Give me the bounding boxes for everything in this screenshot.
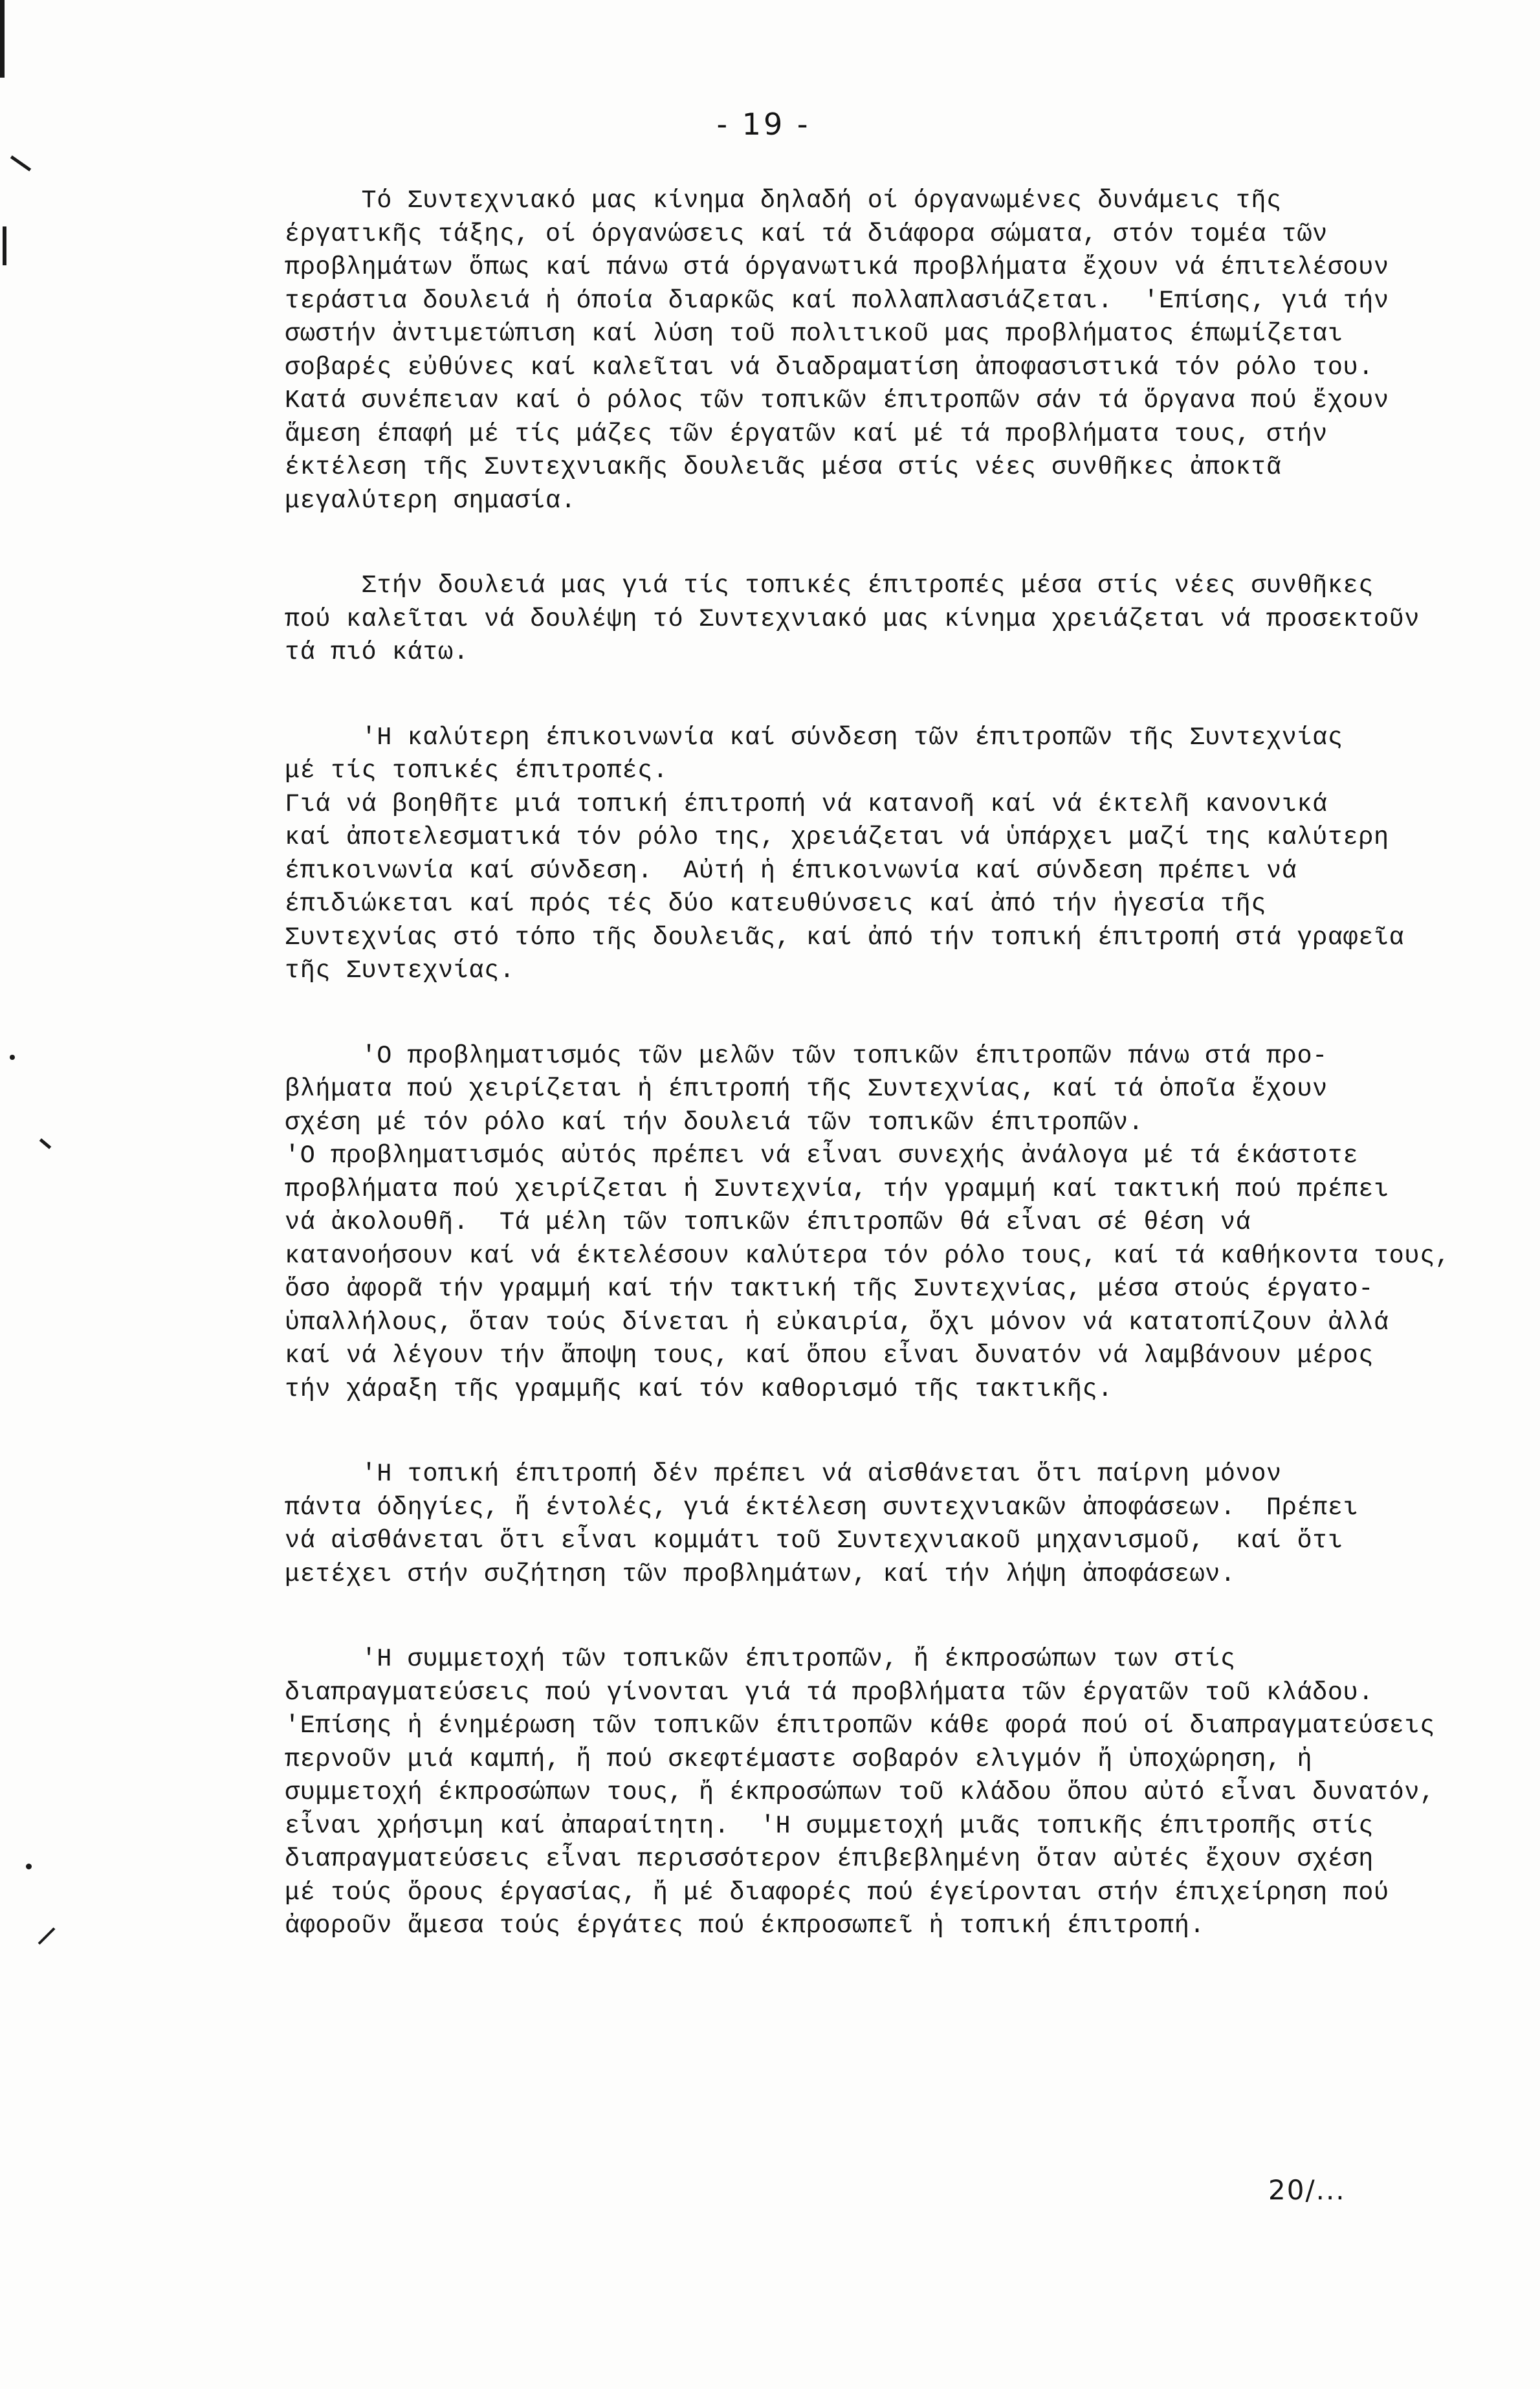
text-line: τῆς Συντεχνίας. [285,956,515,985]
text-line: μεγαλύτερη σημασία. [285,486,577,515]
scan-mark-top [0,0,5,78]
paragraph-4 [285,1040,1469,1407]
text-line: έκτέλεση τῆς Συντεχνιακῆς δουλειᾶς μέσα στίς νέες συνθῆκες ἀποκτᾶ [285,453,1282,481]
text-line: 'Επίσης ἡ ένημέρωση τῶν τοπικῶν έπιτροπῶν κάθε φορά πού οί διαπραγματεύσεις [285,1712,1435,1740]
text-line: σχέση μέ τόν ρόλο καί τήν δουλειά τῶν τοπικῶν έπιτροπῶν. [285,1108,1144,1137]
continuation-marker: 20/... [1268,2174,1346,2206]
text-line: 'Ο προβληματισμός τῶν μελῶν τῶν τοπικῶν έπιτροπῶν πάνω στά προ- [285,1041,1328,1070]
page-number: - 19 - [716,107,811,142]
text-line: ὑπαλλήλους, ὅταν τούς δίνεται ἡ εὐκαιρία, ὄχι μόνον νά κατατοπίζουν ἀλλά [285,1308,1389,1337]
paragraph-5 [285,1458,1469,1591]
text-line: συμμετοχή έκπροσώπων τους, ἤ έκπροσώπων τοῦ κλάδου ὅπου αὐτό εἶναι δυνατόν, [285,1778,1435,1807]
text-line: σωστήν ἀντιμετώπιση καί λύση τοῦ πολιτικοῦ μας προβλήματος έπωμίζεται [285,320,1343,348]
text-line: 'Η καλύτερη έπικοινωνία καί σύνδεση τῶν έπιτροπῶν τῆς Συντεχνίας [285,723,1343,752]
text-line: περνοῦν μιά καμπή, ἤ πού σκεφτέμαστε σοβαρόν ελιγμόν ἤ ὑποχώρηση, ἡ [285,1745,1313,1774]
scan-mark-bar [3,226,6,265]
scan-mark-curve [38,1928,56,1945]
text-line: μέ τούς ὅρους έργασίας, ἤ μέ διαφορές πού έγείρονται στήν έπιχείρηση πού [285,1878,1389,1907]
text-line: 'Η τοπική έπιτροπή δέν πρέπει νά αἰσθάνεται ὅτι παίρνη μόνον [285,1460,1282,1488]
text-line: σοβαρές εὐθύνες καί καλεῖται νά διαδραματίση ἀποφασιστικά τόν ρόλο του. [285,353,1374,382]
text-line: καί ἀποτελεσματικά τόν ρόλο της, χρειάζεται νά ὑπάρχει μαζί της καλύτερη [285,823,1389,852]
text-line: ἀφοροῦν ἄμεσα τούς έργάτες πού έκπροσωπεῖ ἡ τοπική έπιτροπή. [285,1911,1205,1940]
text-line: Τό Συντεχνιακό μας κίνημα δηλαδή οί όργανωμένες δυνάμεις τῆς [285,186,1282,215]
text-line: 'Ο προβληματισμός αὐτός πρέπει νά εἶναι συνεχής ἀνάλογα μέ τά έκάστοτε [285,1141,1359,1170]
text-line: ἅμεση έπαφή μέ τίς μάζες τῶν έργατῶν καί μέ τά προβλήματα τους, στήν [285,419,1328,448]
text-line: πού καλεῖται νά δουλέψη τό Συντεχνιακό μας κίνημα χρειάζεται νά προσεκτοῦν [285,604,1420,633]
text-line: κατανοήσουν καί νά έκτελέσουν καλύτερα τόν ρόλο τους, καί τά καθήκοντα τους, [285,1241,1451,1270]
paragraph-3 [285,721,1469,988]
scan-mark-dot [10,1055,15,1060]
text-line: διαπραγματεύσεις πού γίνονται γιά τά προβλήματα τῶν έργατῶν τοῦ κλάδου. [285,1678,1374,1707]
text-line: 'Η συμμετοχή τῶν τοπικῶν έπιτροπῶν, ἤ έκπροσώπων των στίς [285,1645,1236,1673]
paragraph-2 [285,569,1469,670]
text-line: προβλημάτων ὅπως καί πάνω στά όργανωτικά προβλήματα ἔχουν νά έπιτελέσουν [285,253,1389,281]
text-line: τά πιό κάτω. [285,638,469,666]
text-line: πάντα όδηγίες, ἤ έντολές, γιά έκτέλεση συντεχνιακῶν ἀποφάσεων. Πρέπει [285,1493,1359,1522]
text-line: ὅσο ἀφορᾶ τήν γραμμή καί τήν τακτική τῆς Συντεχνίας, μέσα στούς έργατο- [285,1275,1374,1303]
text-line: προβλήματα πού χειρίζεται ἡ Συντεχνία, τήν γραμμή καί τακτική πού πρέπει [285,1174,1389,1204]
body-text [285,184,1469,1943]
scan-mark-hook [10,155,31,171]
paragraph-6 [285,1643,1469,1943]
text-line: εἶναι χρήσιμη καί ἀπαραίτητη. 'Η συμμετοχή μιᾶς τοπικῆς έπιτροπῆς στίς [285,1811,1374,1840]
text-line: μετέχει στήν συζήτηση τῶν προβλημάτων, καί τήν λήψη ἀποφάσεων. [285,1559,1236,1589]
text-line: διαπραγματεύσεις εἶναι περισσότερον έπιβεβλημένη ὅταν αὐτές ἔχουν σχέση [285,1845,1374,1873]
text-line: μέ τίς τοπικές έπιτροπές. [285,756,668,785]
text-line: έπικοινωνία καί σύνδεση. Αὐτή ἡ έπικοινωνία καί σύνδεση πρέπει νά [285,856,1297,885]
text-line: νά ἀκολουθῆ. Τά μέλη τῶν τοπικῶν έπιτροπῶν θά εἶναι σέ θέση νά [285,1208,1251,1237]
text-line: έργατικῆς τάξης, οί όργανώσεις καί τά διάφορα σώματα, στόν τομέα τῶν [285,219,1328,248]
text-line: Συντεχνίας στό τόπο τῆς δουλειᾶς, καί ἀπό τήν τοπική έπιτροπή στά γραφεῖα [285,923,1405,952]
text-line: τεράστια δουλειά ἡ όποία διαρκῶς καί πολλαπλασιάζεται. 'Επίσης, γιά τήν [285,286,1389,315]
paragraph-1 [285,184,1469,518]
text-line: καί νά λέγουν τήν ἄποψη τους, καί ὅπου εἶναι δυνατόν νά λαμβάνουν μέρος [285,1341,1374,1370]
scan-mark-dot-2 [26,1864,32,1869]
text-line: Κατά συνέπειαν καί ὁ ρόλος τῶν τοπικῶν έπιτροπῶν σάν τά ὅργανα πού ἔχουν [285,386,1389,415]
text-line: νά αἰσθάνεται ὅτι εἶναι κομμάτι τοῦ Συντεχνιακοῦ μηχανισμοῦ, καί ὅτι [285,1526,1343,1555]
text-line: τήν χάραξη τῆς γραμμῆς καί τόν καθορισμό τῆς τακτικῆς. [285,1374,1114,1404]
text-line: έπιδιώκεται καί πρός τές δύο κατευθύνσεις καί ἀπό τήν ἡγεσία τῆς [285,890,1267,918]
text-line: Γιά νά βοηθῆτε μιά τοπική έπιτροπή νά κατανοῆ καί νά έκτελῆ κανονικά [285,789,1328,819]
text-line: Στήν δουλειά μας γιά τίς τοπικές έπιτροπές μέσα στίς νέες συνθῆκες [285,571,1374,600]
scan-mark-tick [39,1138,52,1149]
text-line: βλήματα πού χειρίζεται ἡ έπιτροπή τῆς Συντεχνίας, καί τά ὁποῖα ἔχουν [285,1075,1328,1103]
